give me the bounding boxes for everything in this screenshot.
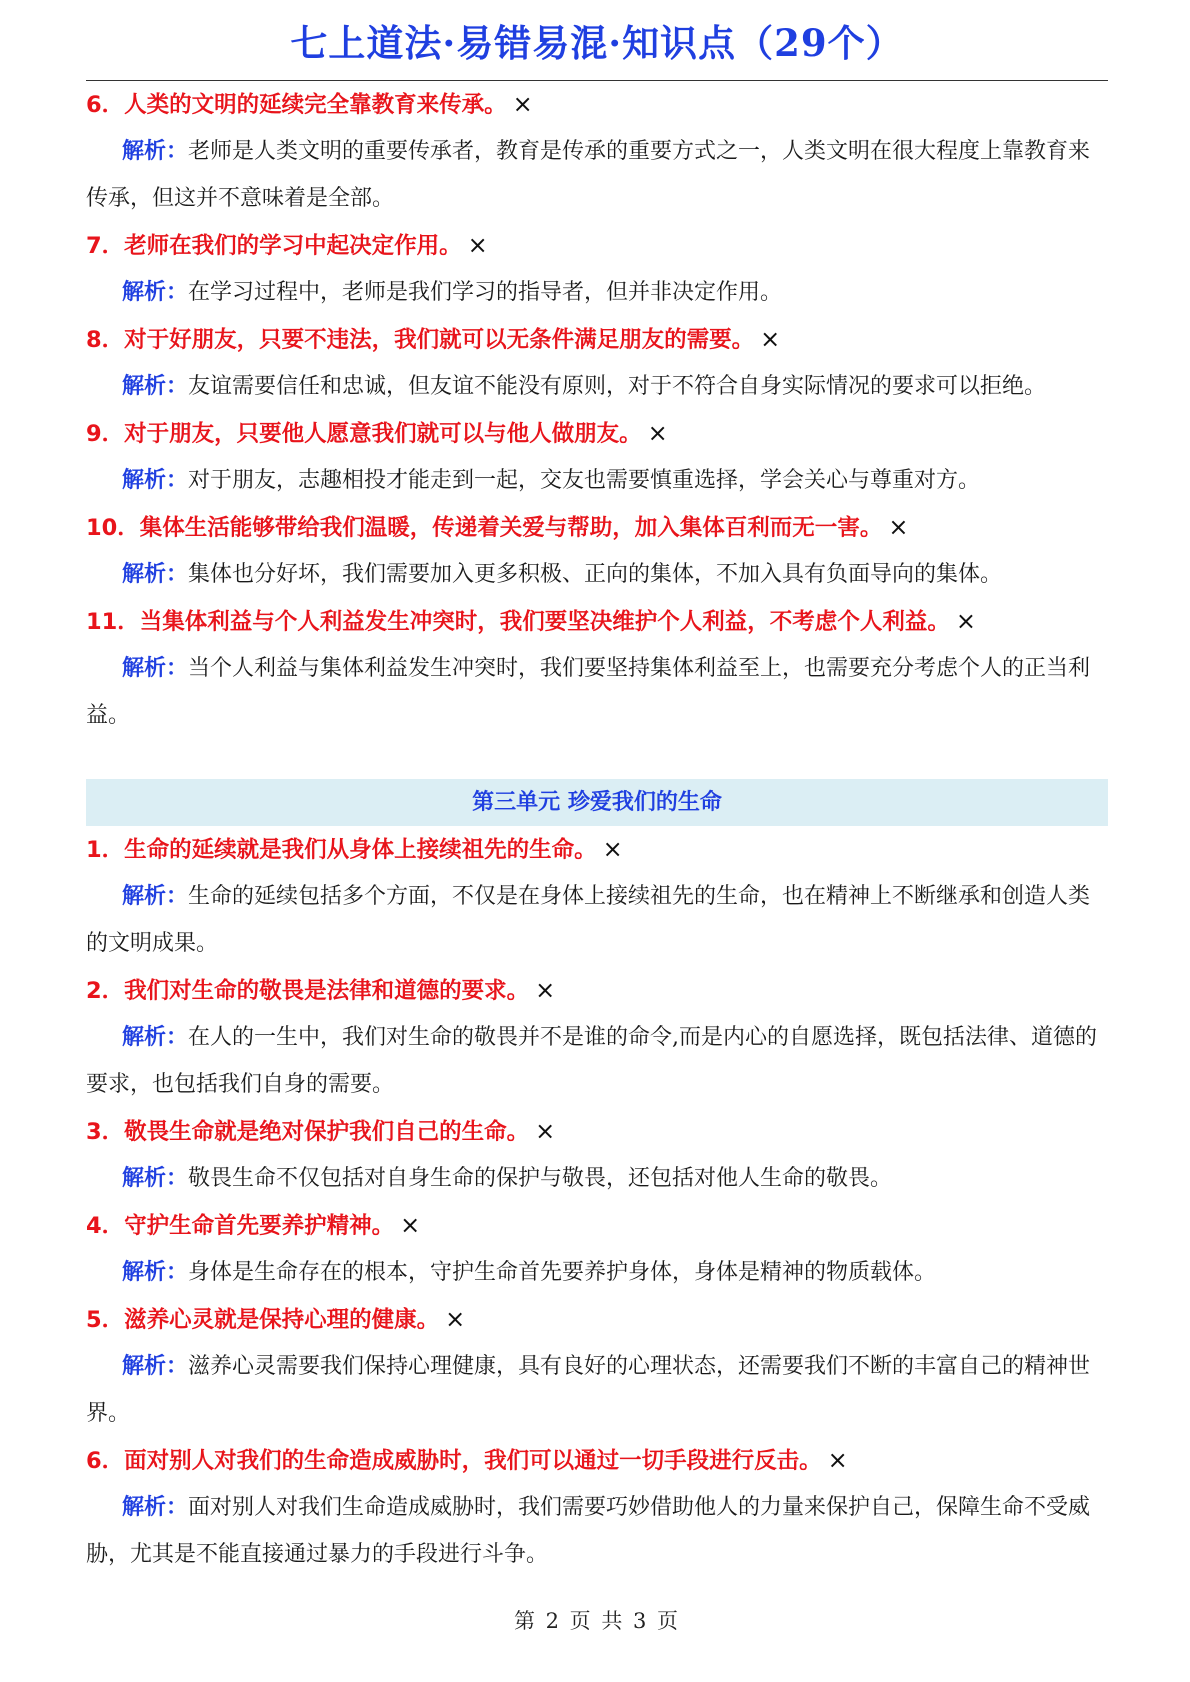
question-item (86, 1202, 1108, 1296)
question-item (86, 1108, 1108, 1202)
explanation-label: 解析： (122, 139, 189, 164)
question-statement (86, 1296, 1108, 1343)
page-header (86, 0, 1108, 81)
answer-explanation (86, 457, 1108, 504)
explanation-label: 解析： (122, 562, 189, 587)
answer-explanation (86, 551, 1108, 598)
question-item (86, 1437, 1108, 1578)
wrong-mark-icon: × (512, 90, 533, 118)
explanation-text: 集体也分好坏，我们需要加入更多积极、正向的集体，不加入具有负面导向的集体。 (188, 562, 1003, 587)
question-text: 11．当集体利益与个人利益发生冲突时，我们要坚决维护个人利益，不考虑个人利益。 (86, 609, 950, 635)
answer-explanation (86, 1484, 1108, 1578)
question-item (86, 504, 1108, 598)
explanation-label: 解析： (122, 1166, 189, 1191)
explanation-label: 解析： (122, 656, 189, 681)
question-text: 6．面对别人对我们的生命造成威胁时，我们可以通过一切手段进行反击。 (86, 1448, 822, 1474)
wrong-mark-icon: × (445, 1305, 466, 1333)
question-text: 9．对于朋友，只要他人愿意我们就可以与他人做朋友。 (86, 421, 642, 447)
wrong-mark-icon: × (760, 325, 781, 353)
page-footer: 第 2 页 共 3 页 (513, 1609, 681, 1633)
explanation-label: 解析： (122, 280, 189, 305)
answer-explanation (86, 1155, 1108, 1202)
question-statement (86, 222, 1108, 269)
question-item (86, 1296, 1108, 1437)
question-statement (86, 504, 1108, 551)
explanation-text: 老师是人类文明的重要传承者，教育是传承的重要方式之一，人类文明在很大程度上靠教育来传承，但这并不意味着是全部。 (86, 139, 1091, 211)
question-text: 6．人类的文明的延续完全靠教育来传承。 (86, 92, 507, 118)
question-list-unit-three (86, 826, 1108, 1578)
explanation-label: 解析： (122, 1025, 189, 1050)
wrong-mark-icon: × (535, 976, 556, 1004)
question-text: 3．敬畏生命就是绝对保护我们自己的生命。 (86, 1119, 530, 1145)
wrong-mark-icon: × (400, 1211, 421, 1239)
question-text: 8．对于好朋友，只要不违法，我们就可以无条件满足朋友的需要。 (86, 327, 755, 353)
question-statement (86, 316, 1108, 363)
answer-explanation (86, 269, 1108, 316)
answer-explanation (86, 873, 1108, 967)
explanation-text: 身体是生命存在的根本，守护生命首先要养护身体，身体是精神的物质载体。 (188, 1260, 937, 1285)
answer-explanation (86, 363, 1108, 410)
question-statement (86, 967, 1108, 1014)
question-statement (86, 1202, 1108, 1249)
question-statement (86, 81, 1108, 128)
explanation-text: 滋养心灵需要我们保持心理健康，具有良好的心理状态，还需要我们不断的丰富自己的精神世界。 (86, 1354, 1091, 1426)
question-statement (86, 1437, 1108, 1484)
question-statement (86, 410, 1108, 457)
question-text: 1．生命的延续就是我们从身体上接续祖先的生命。 (86, 837, 597, 863)
question-text: 7．老师在我们的学习中起决定作用。 (86, 233, 462, 259)
explanation-text: 面对别人对我们生命造成威胁时，我们需要巧妙借助他人的力量来保护自己，保障生命不受威胁，尤其是不能直接通过暴力的手段进行斗争。 (86, 1495, 1091, 1567)
question-statement (86, 1108, 1108, 1155)
explanation-label: 解析： (122, 374, 189, 399)
question-item (86, 967, 1108, 1108)
wrong-mark-icon: × (467, 231, 488, 259)
page-title: 七上道法·易错易混·知识点（29个） (290, 21, 904, 65)
explanation-text: 在学习过程中，老师是我们学习的指导者，但并非决定作用。 (188, 280, 783, 305)
wrong-mark-icon: × (535, 1117, 556, 1145)
explanation-text: 在人的一生中，我们对生命的敬畏并不是谁的命令,而是内心的自愿选择，既包括法律、道德的要求，也包括我们自身的需要。 (86, 1025, 1098, 1097)
document-page (86, 0, 1108, 1682)
explanation-label: 解析： (122, 1260, 189, 1285)
section-heading: 第三单元 珍爱我们的生命 (86, 779, 1108, 826)
wrong-mark-icon: × (827, 1446, 848, 1474)
question-text: 5．滋养心灵就是保持心理的健康。 (86, 1307, 440, 1333)
question-item (86, 222, 1108, 316)
explanation-text: 当个人利益与集体利益发生冲突时，我们要坚持集体利益至上，也需要充分考虑个人的正当利益。 (86, 656, 1091, 728)
wrong-mark-icon: × (602, 835, 623, 863)
question-item (86, 826, 1108, 967)
answer-explanation (86, 645, 1108, 739)
question-statement (86, 598, 1108, 645)
question-text: 4．守护生命首先要养护精神。 (86, 1213, 395, 1239)
question-item (86, 410, 1108, 504)
question-item (86, 316, 1108, 410)
explanation-text: 敬畏生命不仅包括对自身生命的保护与敬畏，还包括对他人生命的敬畏。 (188, 1166, 893, 1191)
question-text: 2．我们对生命的敬畏是法律和道德的要求。 (86, 978, 530, 1004)
question-item (86, 81, 1108, 222)
explanation-text: 对于朋友，志趣相投才能走到一起，交友也需要慎重选择，学会关心与尊重对方。 (188, 468, 981, 493)
answer-explanation (86, 1343, 1108, 1437)
answer-explanation (86, 1014, 1108, 1108)
answer-explanation (86, 128, 1108, 222)
question-list-unit-two (86, 81, 1108, 739)
wrong-mark-icon: × (955, 607, 976, 635)
wrong-mark-icon: × (647, 419, 668, 447)
explanation-label: 解析： (122, 884, 189, 909)
question-item (86, 598, 1108, 739)
explanation-text: 生命的延续包括多个方面，不仅是在身体上接续祖先的生命，也在精神上不断继承和创造人类的文明成果。 (86, 884, 1091, 956)
explanation-label: 解析： (122, 1354, 189, 1379)
explanation-label: 解析： (122, 1495, 189, 1520)
question-statement (86, 826, 1108, 873)
answer-explanation (86, 1249, 1108, 1296)
wrong-mark-icon: × (888, 513, 909, 541)
question-text: 10．集体生活能够带给我们温暖，传递着关爱与帮助，加入集体百利而无一害。 (86, 515, 883, 541)
explanation-label: 解析： (122, 468, 189, 493)
explanation-text: 友谊需要信任和忠诚，但友谊不能没有原则，对于不符合自身实际情况的要求可以拒绝。 (188, 374, 1047, 399)
